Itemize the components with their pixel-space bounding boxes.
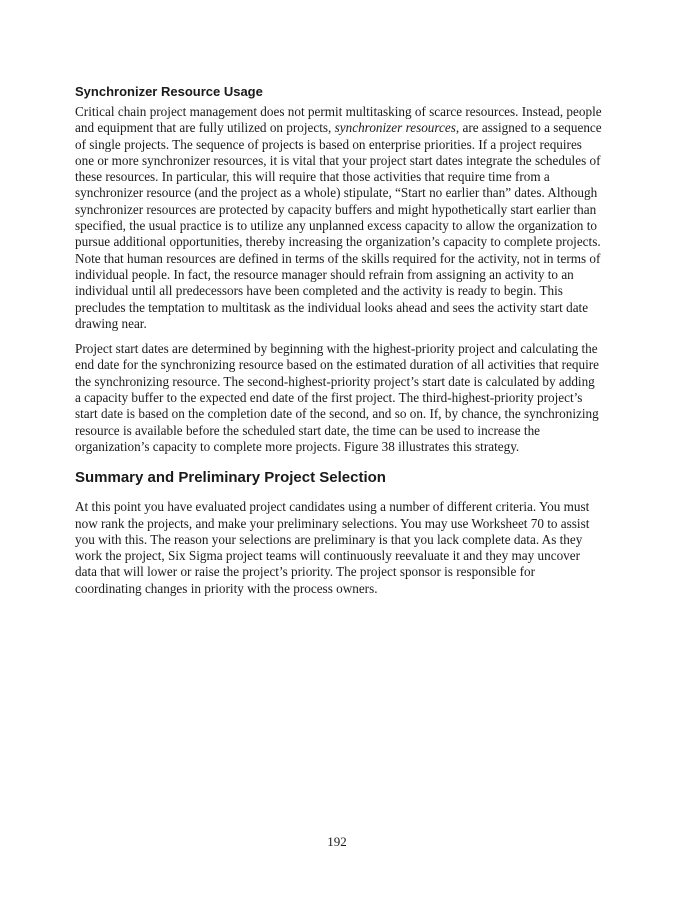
section-heading-synchronizer: Synchronizer Resource Usage (75, 84, 263, 99)
paragraph-synchronizer-1 (75, 104, 603, 332)
emphasis-text: synchronizer resources (334, 120, 456, 136)
paragraph-summary-1: At this point you have evaluated project candidates using a number of different criteria. You must now rank the projects, and make your preliminary selections. You may use Worksheet 70 to assist you with this. The reason your selections are preliminary is that you lack complete data. As they work the project, Six Sigma project teams will continuously reevaluate it and they may uncover data that will lower or raise the project’s priority. The project sponsor is responsible for coordinating changes in priority with the process owners. (75, 499, 590, 596)
paragraph-synchronizer-2: Project start dates are determined by beginning with the highest-priority project and calculating the end date for the synchronizing resource based on the estimated duration of all activities that require the synchronizing resource. The second-highest-priority project’s start date is calculated by adding a capacity buffer to the expected end date of the first project. The third-highest-priority project’s start date is based on the completion date of the second, and so on. If, by chance, the synchronizing resource is available before the scheduled start date, the time can be used to increase the organization’s capacity to complete more projects. Figure 38 illustrates this strategy. (75, 341, 600, 454)
page-body (75, 84, 603, 606)
page-number: 192 (327, 834, 347, 849)
paragraph-text: , are assigned to a sequence of single projects. The sequence of projects is based on enterprise priorities. If a project requires one or more synchronizer resources, it is vital that your project start dates integrate the schedules of these resources. In particular, this will require that those activities that require time from a synchronizer resource (and the project as a whole) stipulate, “Start no earlier than” dates. Although synchronizer resources are protected by capacity buffers and might hypothetically start earlier than specified, the usual practice is to utilize any unplanned excess capacity to allow the organization to pursue additional opportunities, thereby increasing the organization’s capacity to complete projects. Note that human resources are defined in terms of the skills required for the activity, not in terms of individual people. In fact, the resource manager should refrain from assigning an activity to an individual until all predecessors have been completed and the activity is ready to begin. This precludes the temptation to multitask as the individual looks ahead and sees the activity start date drawing near. (75, 120, 602, 331)
paragraph-text: Critical chain project management does not permit multitasking of scarce resources. Instead, people and equipment that are fully utilized on projects, (75, 104, 602, 136)
section-heading-summary: Summary and Preliminary Project Selection (75, 469, 386, 487)
